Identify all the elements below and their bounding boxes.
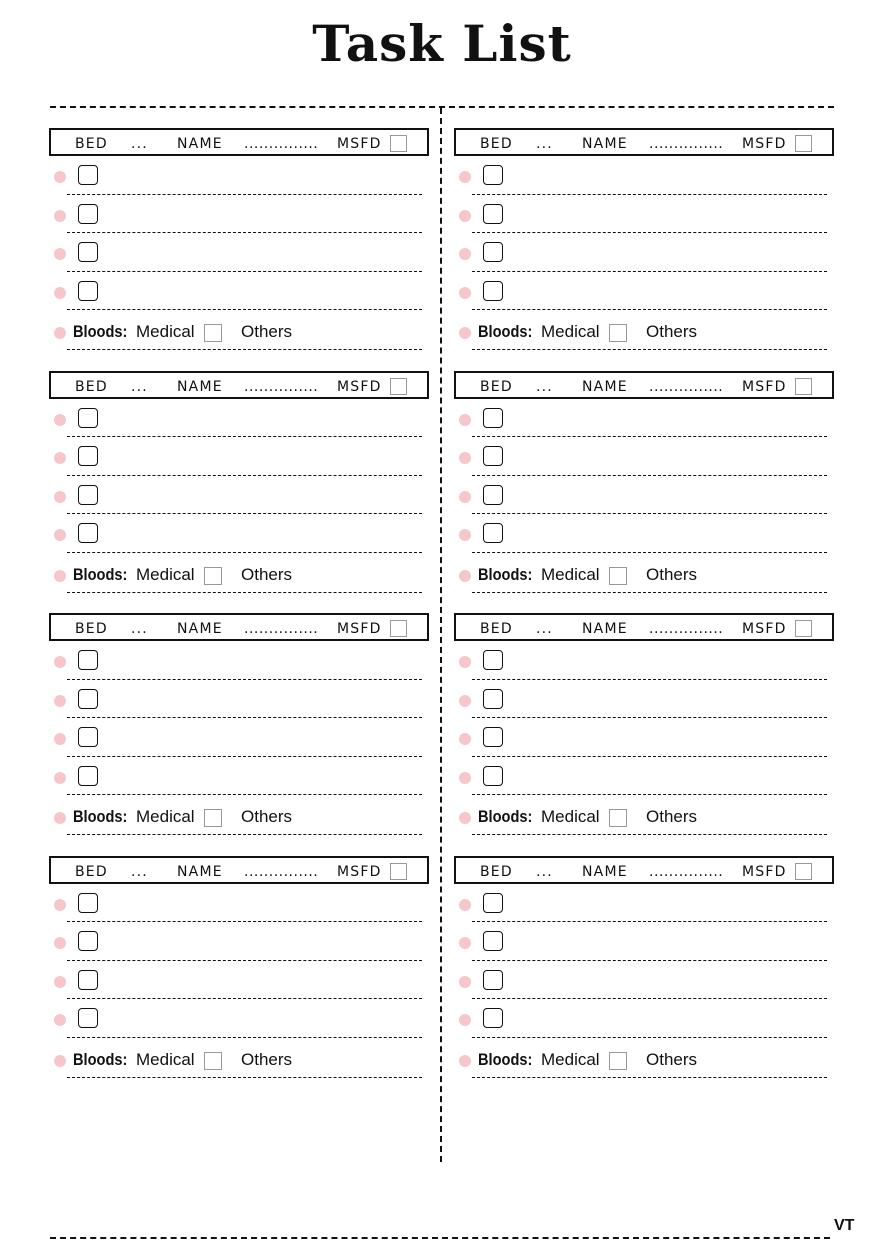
name-blank: ............... [649, 621, 724, 637]
bullet-dot [54, 414, 66, 426]
task-list [49, 884, 429, 1038]
task-row [454, 884, 834, 923]
bed-label: BED [75, 621, 108, 637]
task-checkbox[interactable] [78, 523, 98, 543]
task-checkbox[interactable] [483, 766, 503, 786]
bloods-row [454, 1038, 834, 1078]
bullet-dot [459, 772, 471, 784]
task-checkbox[interactable] [483, 727, 503, 747]
bullet-dot [54, 772, 66, 784]
task-row [454, 195, 834, 234]
bed-label: BED [75, 863, 108, 880]
msfd-checkbox[interactable] [390, 378, 407, 395]
center-divider [440, 108, 442, 1162]
task-checkbox[interactable] [78, 893, 98, 913]
bullet-dot [459, 1014, 471, 1026]
task-row [49, 884, 429, 923]
task-row [49, 272, 429, 311]
card-header [454, 371, 834, 399]
msfd-label: MSFD [742, 863, 787, 880]
msfd-label: MSFD [337, 621, 382, 637]
bloods-label: Bloods: [478, 322, 533, 341]
task-row [454, 680, 834, 719]
task-checkbox[interactable] [78, 650, 98, 670]
medical-checkbox[interactable] [204, 567, 222, 585]
writing-line [472, 1077, 827, 1078]
bullet-dot [54, 327, 66, 339]
card-header [454, 128, 834, 156]
bullet-dot [459, 1055, 471, 1067]
bullet-dot [54, 899, 66, 911]
bed-label: BED [480, 863, 513, 880]
bullet-dot [54, 452, 66, 464]
medical-label: Medical [136, 322, 195, 341]
task-checkbox[interactable] [78, 408, 98, 428]
task-checkbox[interactable] [483, 970, 503, 990]
msfd-label: MSFD [337, 378, 382, 395]
bullet-dot [459, 171, 471, 183]
page-title: Task List [312, 14, 572, 73]
bloods-label: Bloods: [478, 564, 533, 584]
msfd-checkbox[interactable] [390, 135, 407, 152]
bullet-dot [459, 695, 471, 707]
bloods-row [49, 553, 429, 593]
bed-blank: ... [131, 621, 148, 637]
bloods-label: Bloods: [478, 1049, 533, 1069]
medical-label: Medical [541, 1049, 600, 1069]
left-column [49, 128, 429, 1098]
msfd-label: MSFD [742, 378, 787, 395]
task-row [49, 641, 429, 680]
others-label: Others [646, 1049, 698, 1069]
task-checkbox[interactable] [483, 242, 503, 262]
bed-blank: ... [536, 621, 553, 637]
task-row [49, 233, 429, 272]
writing-line [67, 349, 422, 350]
task-row [49, 922, 429, 961]
medical-label: Medical [136, 564, 195, 584]
others-label: Others [241, 322, 293, 341]
bullet-dot [459, 452, 471, 464]
name-blank: ............... [244, 378, 319, 395]
bullet-dot [54, 1014, 66, 1026]
medical-label: Medical [541, 564, 600, 584]
bullet-dot [459, 287, 471, 299]
bed-label: BED [480, 136, 513, 152]
card-header [49, 613, 429, 641]
medical-label: Medical [136, 1049, 195, 1069]
bullet-dot [54, 287, 66, 299]
bloods-label: Bloods: [73, 807, 128, 826]
msfd-checkbox[interactable] [390, 620, 407, 637]
task-row [49, 961, 429, 1000]
bloods-label: Bloods: [73, 564, 128, 584]
medical-label: Medical [541, 322, 600, 341]
task-checkbox[interactable] [78, 446, 98, 466]
bed-label: BED [75, 136, 108, 152]
task-row [49, 156, 429, 195]
bullet-dot [54, 529, 66, 541]
task-checkbox[interactable] [78, 970, 98, 990]
patient-card [49, 371, 429, 614]
bloods-row [49, 1038, 429, 1078]
task-checkbox[interactable] [78, 242, 98, 262]
task-row [49, 718, 429, 757]
medical-checkbox[interactable] [609, 809, 627, 827]
bullet-dot [54, 695, 66, 707]
task-checkbox[interactable] [483, 523, 503, 543]
writing-line [67, 592, 422, 593]
writing-line [472, 592, 827, 593]
task-checkbox[interactable] [483, 650, 503, 670]
bullet-dot [54, 210, 66, 222]
bullet-dot [54, 976, 66, 988]
task-list [454, 156, 834, 310]
bed-blank: ... [536, 863, 553, 880]
bed-blank: ... [131, 863, 148, 880]
task-list [49, 641, 429, 795]
patient-card [454, 128, 834, 371]
bullet-dot [459, 210, 471, 222]
bloods-label: Bloods: [73, 322, 128, 341]
medical-checkbox[interactable] [609, 567, 627, 585]
task-checkbox[interactable] [483, 281, 503, 301]
name-blank: ............... [244, 621, 319, 637]
task-checkbox[interactable] [78, 931, 98, 951]
name-label: NAME [177, 378, 223, 395]
bullet-dot [459, 656, 471, 668]
msfd-checkbox[interactable] [795, 620, 812, 637]
task-row [454, 718, 834, 757]
writing-line [472, 834, 827, 835]
task-row [454, 476, 834, 515]
name-label: NAME [582, 136, 628, 152]
bed-label: BED [480, 621, 513, 637]
msfd-checkbox[interactable] [390, 863, 407, 880]
medical-checkbox[interactable] [204, 1052, 222, 1070]
bed-blank: ... [131, 136, 148, 152]
name-blank: ............... [649, 136, 724, 152]
bullet-dot [54, 937, 66, 949]
task-row [49, 399, 429, 438]
others-label: Others [241, 807, 293, 826]
bed-label: BED [75, 378, 108, 395]
name-label: NAME [582, 863, 628, 880]
task-checkbox[interactable] [483, 165, 503, 185]
task-row [454, 233, 834, 272]
right-column [454, 128, 834, 1098]
bed-blank: ... [131, 378, 148, 395]
bullet-dot [459, 937, 471, 949]
name-label: NAME [177, 621, 223, 637]
bloods-label: Bloods: [478, 807, 533, 826]
bullet-dot [459, 414, 471, 426]
task-row [49, 999, 429, 1038]
task-checkbox[interactable] [78, 165, 98, 185]
task-row [49, 680, 429, 719]
task-row [454, 999, 834, 1038]
footer-mark: VT [834, 1217, 855, 1234]
patient-card [454, 613, 834, 856]
bullet-dot [54, 656, 66, 668]
task-checkbox[interactable] [78, 689, 98, 709]
bullet-dot [459, 899, 471, 911]
top-divider [50, 106, 834, 108]
bullet-dot [459, 812, 471, 824]
bullet-dot [54, 491, 66, 503]
others-label: Others [646, 322, 698, 341]
bullet-dot [459, 327, 471, 339]
task-row [49, 437, 429, 476]
patient-card [454, 371, 834, 614]
task-checkbox[interactable] [483, 931, 503, 951]
name-blank: ............... [649, 863, 724, 880]
medical-checkbox[interactable] [204, 809, 222, 827]
medical-checkbox[interactable] [204, 324, 222, 342]
bed-label: BED [480, 378, 513, 395]
writing-line [472, 349, 827, 350]
card-header [454, 856, 834, 884]
msfd-checkbox[interactable] [795, 378, 812, 395]
writing-line [67, 834, 422, 835]
task-checkbox[interactable] [483, 893, 503, 913]
patient-card [49, 613, 429, 856]
bottom-divider [50, 1237, 830, 1239]
task-row [454, 757, 834, 796]
msfd-label: MSFD [742, 621, 787, 637]
bullet-dot [54, 248, 66, 260]
others-label: Others [646, 564, 698, 584]
others-label: Others [646, 807, 698, 826]
msfd-label: MSFD [337, 863, 382, 880]
patient-card [454, 856, 834, 1099]
task-checkbox[interactable] [483, 408, 503, 428]
name-label: NAME [177, 136, 223, 152]
task-checkbox[interactable] [78, 281, 98, 301]
patient-card [49, 856, 429, 1099]
name-label: NAME [582, 621, 628, 637]
bloods-row [454, 310, 834, 350]
task-checkbox[interactable] [78, 727, 98, 747]
bed-blank: ... [536, 136, 553, 152]
msfd-checkbox[interactable] [795, 863, 812, 880]
msfd-label: MSFD [742, 136, 787, 152]
card-header [49, 371, 429, 399]
msfd-label: MSFD [337, 136, 382, 152]
bullet-dot [54, 171, 66, 183]
task-checkbox[interactable] [483, 485, 503, 505]
bed-blank: ... [536, 378, 553, 395]
others-label: Others [241, 1049, 293, 1069]
task-row [454, 641, 834, 680]
writing-line [67, 1077, 422, 1078]
bullet-dot [459, 733, 471, 745]
task-row [454, 437, 834, 476]
task-row [454, 156, 834, 195]
task-list [49, 156, 429, 310]
bloods-row [49, 795, 429, 835]
task-row [49, 757, 429, 796]
task-row [49, 514, 429, 553]
medical-label: Medical [541, 807, 600, 826]
card-header [454, 613, 834, 641]
task-row [49, 195, 429, 234]
name-blank: ............... [649, 378, 724, 395]
bullet-dot [54, 1055, 66, 1067]
bullet-dot [459, 570, 471, 582]
bloods-row [454, 553, 834, 593]
medical-checkbox[interactable] [609, 324, 627, 342]
name-label: NAME [582, 378, 628, 395]
task-checkbox[interactable] [78, 485, 98, 505]
bullet-dot [54, 812, 66, 824]
task-row [454, 922, 834, 961]
task-row [454, 961, 834, 1000]
task-list [454, 641, 834, 795]
task-row [49, 476, 429, 515]
task-row [454, 514, 834, 553]
task-row [454, 272, 834, 311]
bullet-dot [54, 570, 66, 582]
task-checkbox[interactable] [483, 1008, 503, 1028]
others-label: Others [241, 564, 293, 584]
bullet-dot [54, 733, 66, 745]
task-checkbox[interactable] [483, 204, 503, 224]
card-header [49, 128, 429, 156]
task-checkbox[interactable] [483, 689, 503, 709]
bloods-label: Bloods: [73, 1049, 128, 1069]
card-header [49, 856, 429, 884]
task-list [454, 399, 834, 553]
task-list [454, 884, 834, 1038]
bullet-dot [459, 529, 471, 541]
bloods-row [454, 795, 834, 835]
name-blank: ............... [244, 863, 319, 880]
task-checkbox[interactable] [78, 766, 98, 786]
task-list [49, 399, 429, 553]
medical-label: Medical [136, 807, 195, 826]
task-checkbox[interactable] [78, 204, 98, 224]
name-blank: ............... [244, 136, 319, 152]
patient-card [49, 128, 429, 371]
task-checkbox[interactable] [483, 446, 503, 466]
bullet-dot [459, 491, 471, 503]
bullet-dot [459, 976, 471, 988]
bullet-dot [459, 248, 471, 260]
name-label: NAME [177, 863, 223, 880]
bloods-row [49, 310, 429, 350]
medical-checkbox[interactable] [609, 1052, 627, 1070]
msfd-checkbox[interactable] [795, 135, 812, 152]
task-row [454, 399, 834, 438]
task-checkbox[interactable] [78, 1008, 98, 1028]
